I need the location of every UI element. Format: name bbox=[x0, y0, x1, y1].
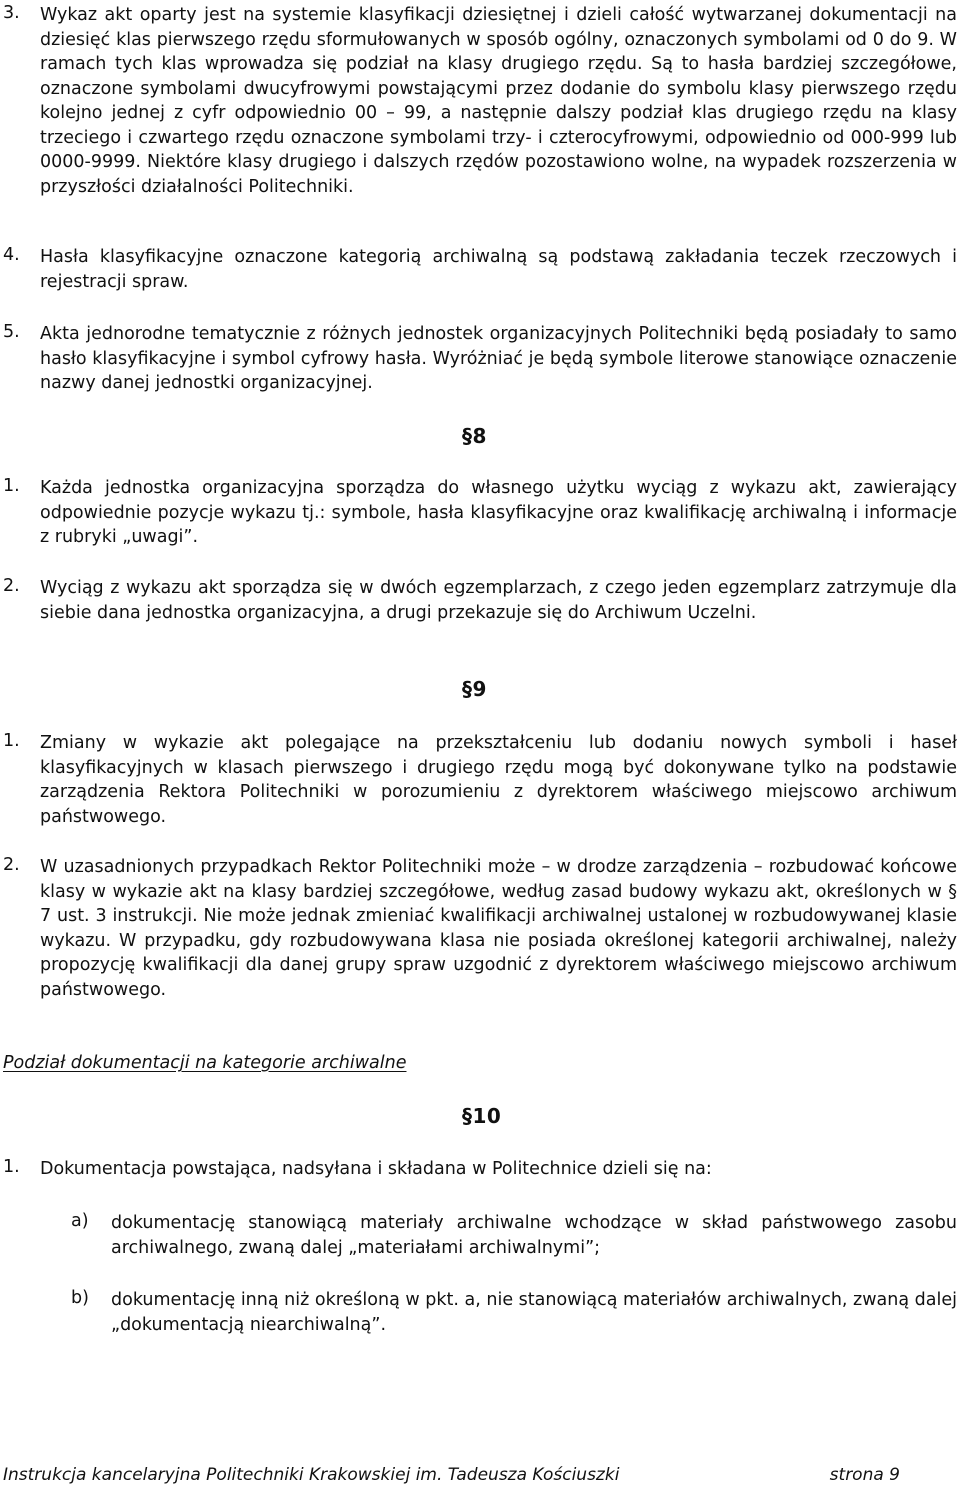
section-title: §9 bbox=[462, 677, 487, 701]
paragraph-text: Wykaz akt oparty jest na systemie klasyfikacji dziesiętnej i dzieli całość wytwarzanej dokumentacji na dziesięć klas pierwszego rzędu sformułowanych w sposób ogólny, oznaczonych symbolami od 0 do 9. W ramach tych klas wprowadza się podział na klasy drugiego rzędu. Są to hasła bardziej szczegółowe, oznaczone symbolami dwucyfrowymi powstającymi przez dodanie do symbolu klasy pierwszego rzędu kolejno jednej z cyfr odpowiednio 00 – 99, a następnie dalszy podział klas drugiego rzędu na klasy trzeciego i czwartego rzędu oznaczone symbolami trzy- i czterocyfrowymi, odpowiednio od 000-999 lub 0000-9999. Niektóre klasy drugiego i dalszych rzędów pozostawiono wolne, na wypadek rozszerzenia w przyszłości działalności Politechniki. bbox=[40, 5, 957, 197]
subitem-text: dokumentację inną niż określoną w pkt. a, nie stanowiącą materiałów archiwalnych, zwaną dalej „dokumentacją niearchiwalną”. bbox=[111, 1290, 957, 1335]
item-text: Dokumentacja powstająca, nadsyłana i składana w Politechnice dzieli się na: bbox=[40, 1159, 712, 1179]
section-title: §8 bbox=[462, 424, 487, 448]
item-number: 2. bbox=[3, 855, 20, 875]
section-title: §10 bbox=[462, 1104, 502, 1128]
item-number: 2. bbox=[3, 576, 20, 596]
item-number: 1. bbox=[3, 1157, 20, 1177]
item-number: 1. bbox=[3, 731, 20, 751]
paragraph-number: 3. bbox=[3, 3, 20, 23]
item-number: 1. bbox=[3, 476, 20, 496]
section-heading: Podział dokumentacji na kategorie archiwalne bbox=[3, 1053, 407, 1073]
subitem-letter: a) bbox=[71, 1211, 89, 1231]
subitem-letter: b) bbox=[71, 1288, 89, 1308]
item-text: Wyciąg z wykazu akt sporządza się w dwóch egzemplarzach, z czego jeden egzemplarz zatrzymuje dla siebie dana jednostka organizacyjna, a drugi przekazuje się do Archiwum Uczelni. bbox=[40, 578, 957, 623]
paragraph-text: Akta jednorodne tematycznie z różnych jednostek organizacyjnych Politechniki będą posiadały to samo hasło klasyfikacyjne i symbol cyfrowy hasła. Wyróżniać je będą symbole literowe stanowiące oznaczenie nazwy danej jednostki organizacyjnej. bbox=[40, 324, 957, 393]
page-number: strona 9 bbox=[829, 1465, 900, 1485]
subitem-text: dokumentację stanowiącą materiały archiwalne wchodzące w skład państwowego zasobu archiwalnego, zwaną dalej „materiałami archiwalnymi”; bbox=[111, 1213, 957, 1258]
paragraph-number: 4. bbox=[3, 245, 20, 265]
item-text: W uzasadnionych przypadkach Rektor Politechniki może – w drodze zarządzenia – rozbudować końcowe klasy w wykazie akt na klasy bardziej szczegółowe, według zasad budowy wykazu akt, określonych w § 7 ust. 3 instrukcji. Nie może jednak zmieniać kwalifikacji archiwalnej ustalonej w rozbudowywanej klasie wykazu. W przypadku, gdy rozbudowywana klasa nie posiada określonej kategorii archiwalnej, należy propozycję kwalifikacji dla danej grupy spraw uzgodnić z dyrektorem właściwego miejscowo archiwum państwowego. bbox=[40, 857, 957, 1000]
paragraph-text: Hasła klasyfikacyjne oznaczone kategorią archiwalną są podstawą zakładania teczek rzeczowych i rejestracji spraw. bbox=[40, 247, 957, 292]
paragraph-number: 5. bbox=[3, 322, 20, 342]
footer-title: Instrukcja kancelaryjna Politechniki Krakowskiej im. Tadeusza Kościuszki bbox=[3, 1465, 620, 1485]
item-text: Zmiany w wykazie akt polegające na przekształceniu lub dodaniu nowych symboli i haseł klasyfikacyjnych w klasach pierwszego i drugiego rzędu mogą być dokonywane tylko na podstawie zarządzenia Rektora Politechniki w porozumieniu z dyrektorem właściwego miejscowo archiwum państwowego. bbox=[40, 733, 957, 827]
item-text: Każda jednostka organizacyjna sporządza do własnego użytku wyciąg z wykazu akt, zawierający odpowiednie pozycje wykazu tj.: symbole, hasła klasyfikacyjne oraz kwalifikację archiwalną i informacje z rubryki „uwagi”. bbox=[40, 478, 957, 547]
